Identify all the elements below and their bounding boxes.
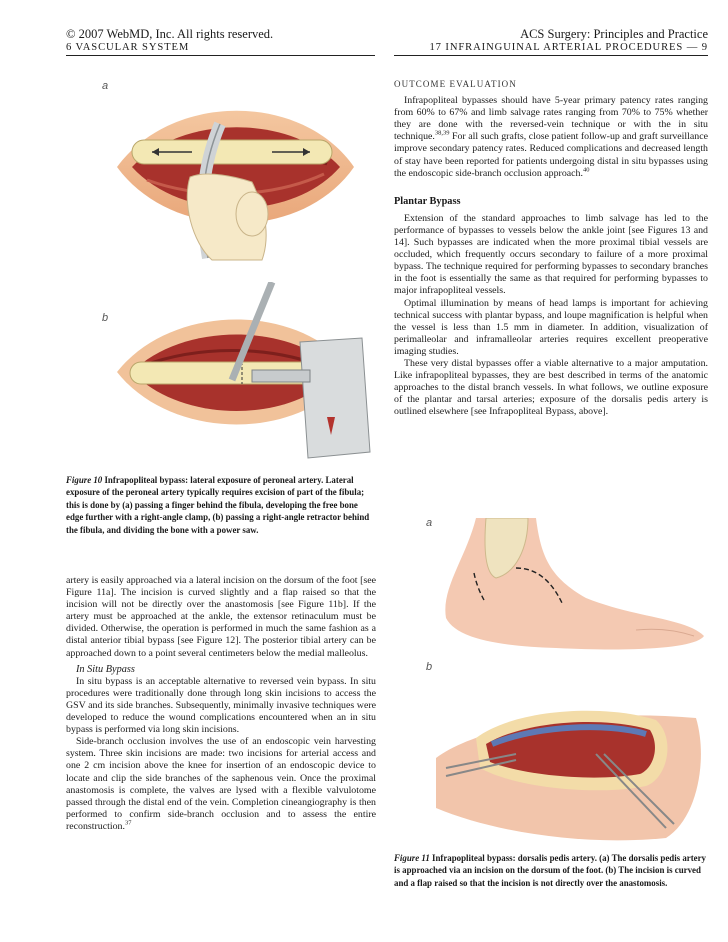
- figure11-label-a: a: [426, 517, 433, 529]
- left-para3: Side-branch occlusion involves the use of an endoscopic vein harvesting system. Three skin incisions are made: two incisions for arterial access and one 2 cm incision above the knee for insertion of an endoscopic device to locate and clip the side branches of the saphenous vein. Once the proximal anastomosis is complete, the valves are lysed with a flexible valvulotome passed through the distal end of the vein. Completion cineangiography is then performed to confirm side-branch occlusion and to assess the entire reconstruction.: [66, 736, 376, 832]
- figure10-caption-text: Lateral exposure of the peroneal artery typically requires excision of part of the fibula; this is done by (a) passing a finger behind the fibula, developing the free bone edge further with a right-angle clamp, (b) passing a right-angle retractor behind the fibula, and dividing the bone with a power saw.: [66, 475, 370, 535]
- para-plantar-3: These very distal bypasses offer a viable alternative to a major amputation. Like infrapopliteal bypasses, they are best described in terms of the anatomic approaches to the distal branch vessels. In what follows, we outline exposure of the plantar and tarsal arteries; exposure of the dorsalis pedis artery is outlined elsewhere [see Infrapopliteal Bypass, above].: [394, 357, 708, 418]
- figure10-caption: [66, 474, 376, 536]
- figure10-caption-title: Infrapopliteal bypass: lateral exposure of peroneal artery.: [104, 475, 324, 485]
- left-column-text: [66, 575, 376, 833]
- figure11-label-b: b: [426, 661, 433, 673]
- section-outcome: OUTCOME EVALUATION: [394, 79, 517, 89]
- figure11-caption-title: Infrapopliteal bypass: dorsalis pedis artery.: [431, 853, 597, 863]
- book-title: ACS Surgery: Principles and Practice: [520, 27, 708, 41]
- power-saw-b: [300, 338, 370, 458]
- header-rule-right: [394, 55, 708, 56]
- figure10a-illustration: [112, 82, 358, 262]
- ref-38-39: 38,39: [434, 130, 450, 138]
- figure10b-illustration: [112, 282, 372, 468]
- figure11-caption-lead: Figure 11: [394, 853, 430, 863]
- figure10-label-a: a: [102, 80, 109, 92]
- heading-plantar: Plantar Bypass: [394, 195, 461, 207]
- left-para1: artery is easily approached via a lateral incision on the dorsum of the foot [see Figure 11a]. The incision is curved slightly and a flap raised so that the incision will not be directly over the anastomosis [see Figure 11b]. If the artery must be approached at the ankle, the extensor retinaculum must be divided. Otherwise, the operation is performed in much the same fashion as a distal anterior tibial bypass [see Figure 12]. The posterior tibial artery can be approached down to a point several centimeters below the medial malleolus.: [66, 575, 376, 659]
- para-outcome-b: For all such grafts, close patient follow-up and graft surveillance improve secondary patency rates. Reduced complications and decreased length of stay have been reported for patients undergoing distal in situ bypasses using the endoscopic side-branch occlusion approach.: [394, 131, 708, 179]
- figure11-caption: [394, 852, 708, 889]
- para-outcome: Infrapopliteal bypasses should have 5-year primary patency rates ranging from 60% to 67% and limb salvage rates ranging from 70% to 75% whether they are done with the reversed-vein technique or with the in situ technique.: [394, 95, 708, 143]
- ref-40: 40: [582, 166, 590, 174]
- figure11b-illustration: [436, 668, 708, 848]
- copyright-text: © 2007 WebMD, Inc. All rights reserved.: [66, 27, 274, 41]
- para-plantar-1: Extension of the standard approaches to limb salvage has led to the performance of bypasses to vessels below the ankle joint [see Figures 13 and 14]. Such bypasses are indicated when the more proximal tibial vessels are occluded, which frequently occurs secondary to failure of a more proximal bypass. The technique required for performing bypasses to secondary branches in the foot is essentially the same as that required for performing bypasses to major infrapopliteal vessels.: [394, 212, 708, 297]
- chapter-right: 17 INFRAINGUINAL ARTERIAL PROCEDURES — 9: [429, 42, 708, 53]
- figure11-caption-text: (a) The dorsalis pedis artery is approached via an incision on the dorsum of the foot. (b) The incision is curved and a flap raised so that the incision is not directly over the anastomosis.: [394, 853, 706, 888]
- left-para3-ref: 37: [124, 819, 132, 827]
- chapter-left: 6 VASCULAR SYSTEM: [66, 42, 190, 53]
- right-column-text: [394, 78, 708, 418]
- para-plantar-2: Optimal illumination by means of head lamps is important for achieving technical success with plantar bypass, and loupe magnification is helpful when the vessel is less than 1.5 mm in diameter. In addition, visualization of perimalleolar and inframalleolar arteries requires excellent preoperative imaging studies.: [394, 297, 708, 357]
- left-para2: In situ bypass is an acceptable alternative to reversed vein bypass. In situ procedures were traditionally done through long skin incisions to access the GSV and its side branches. Subsequently, minimally invasive techniques were developed to reduce the wound complications encountered when an in situ bypass is performed via long skin incisions.: [66, 675, 376, 736]
- header-rule-left: [66, 55, 375, 56]
- figure10-label-b: b: [102, 312, 109, 324]
- heading-insitu: In Situ Bypass: [76, 663, 135, 675]
- figure11a-illustration: [436, 518, 708, 658]
- figure10-caption-lead: Figure 10: [66, 475, 103, 485]
